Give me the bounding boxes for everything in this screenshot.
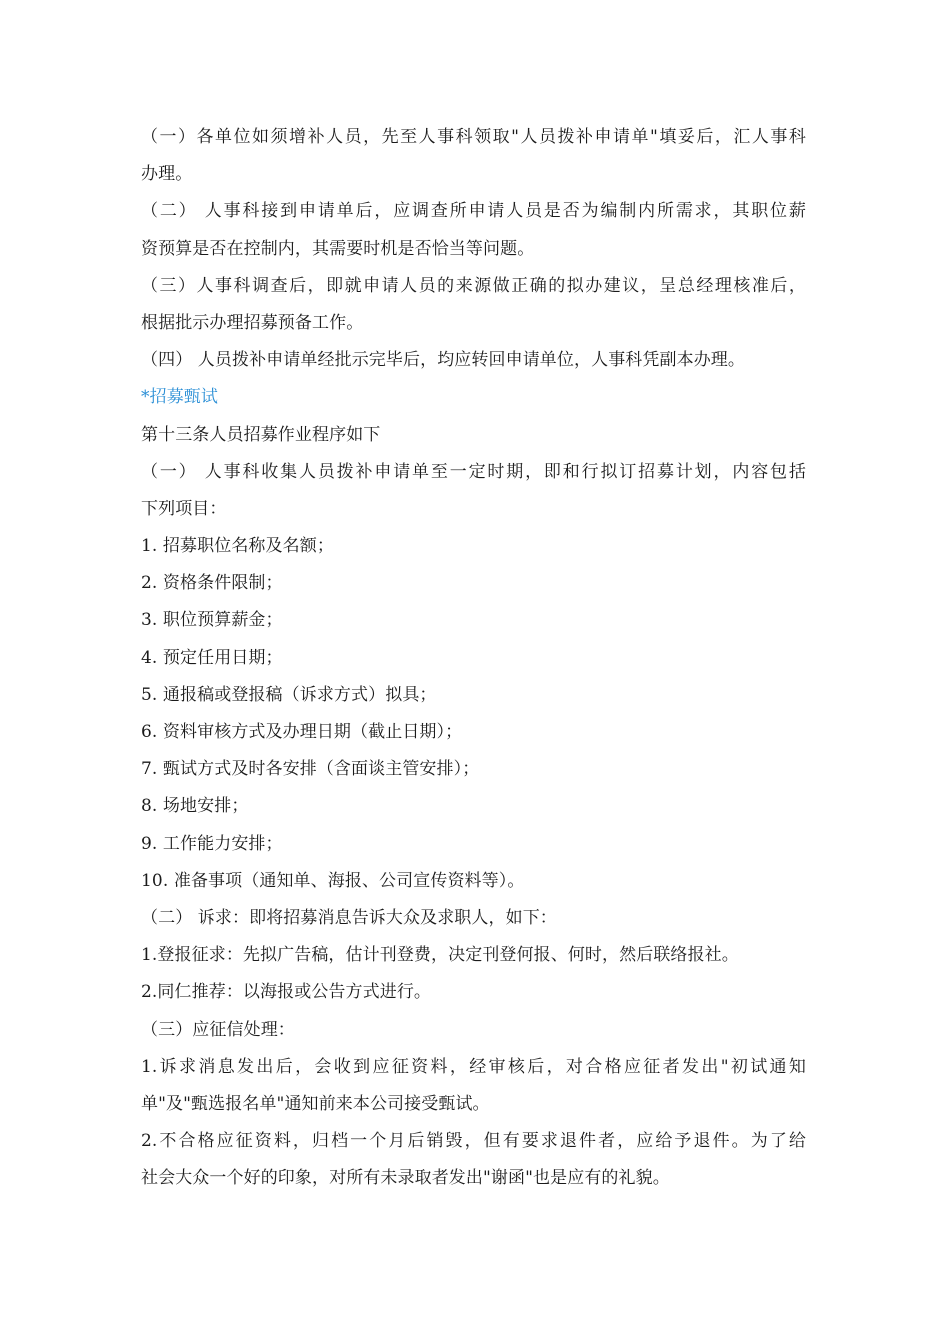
text-line: 第十三条人员招募作业程序如下	[141, 424, 381, 445]
text-line: 9. 工作能力安排；	[141, 833, 283, 854]
text-line: 7. 甄试方式及时各安排（含面谈主管安排）；	[141, 759, 480, 780]
text-line: （二） 诉求：即将招募消息告诉大众及求职人，如下：	[141, 907, 557, 928]
text-line: 10. 准备事项（通知单、海报、公司宣传资料等）。	[141, 870, 525, 891]
text-line: 根据批示办理招募预备工作。	[141, 312, 364, 333]
text-line: （三）应征信处理：	[141, 1019, 295, 1040]
text-line: 6. 资料审核方式及办理日期（截止日期）；	[141, 722, 463, 742]
text-line: 下列项目：	[141, 498, 227, 519]
text-line: （一） 人事科收集人员拨补申请单至一定时期，即和行拟订招募计划，内容包括	[141, 461, 806, 482]
text-line: （四） 人员拨补申请单经批示完毕后，均应转回申请单位，人事科凭副本办理。	[141, 350, 746, 371]
section-heading-link[interactable]: *招募甄试	[141, 387, 218, 408]
text-line: 2.同仁推荐：以海报或公告方式进行。	[141, 982, 432, 1003]
text-line: （一）各单位如须增补人员，先至人事科领取"人员拨补申请单"填妥后，汇人事科	[141, 127, 806, 147]
text-line: 社会大众一个好的印象，对所有未录取者发出"谢函"也是应有的礼貌。	[141, 1168, 670, 1189]
text-line: 4. 预定任用日期；	[141, 647, 283, 668]
text-line: 2.不合格应征资料，归档一个月后销毁，但有要求退件者，应给予退件。为了给	[141, 1131, 806, 1152]
text-line: （二） 人事科接到申请单后，应调查所申请人员是否为编制内所需求，其职位薪	[141, 201, 806, 222]
text-line: 1.登报征求：先拟广告稿，估计刊登费，决定刊登何报、何时，然后联络报社。	[141, 945, 739, 966]
text-line: 单"及"甄选报名单"通知前来本公司接受甄试。	[141, 1093, 490, 1114]
text-line: 1.诉求消息发出后，会收到应征资料，经审核后，对合格应征者发出"初试通知	[141, 1056, 806, 1077]
text-line: 3. 职位预算薪金；	[141, 610, 283, 631]
text-line: 5. 通报稿或登报稿（诉求方式）拟具；	[141, 684, 437, 705]
text-line: 办理。	[141, 164, 193, 185]
text-line: 1. 招募职位名称及名额；	[141, 536, 334, 557]
document-body	[141, 119, 806, 1197]
text-line: 2. 资格条件限制；	[141, 573, 283, 594]
text-line: 8. 场地安排；	[141, 796, 249, 817]
text-line: （三）人事科调查后，即就申请人员的来源做正确的拟办建议，呈总经理核准后，	[141, 275, 806, 296]
text-line: 资预算是否在控制内，其需要时机是否恰当等问题。	[141, 238, 535, 259]
